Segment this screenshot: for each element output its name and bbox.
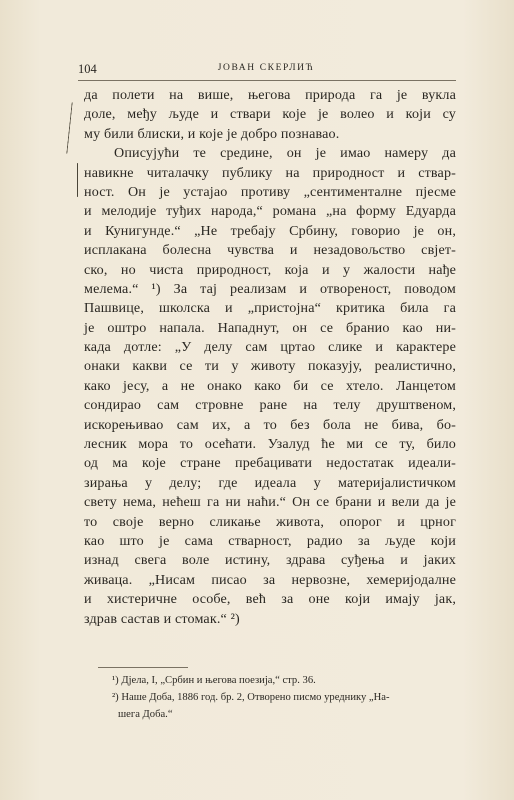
text-line: од ма које стране пребацивати недостатак идеали- — [84, 455, 456, 472]
text-line: Описујући те средине, он је имао намеру да — [114, 145, 456, 162]
text-line: као што је сама стварност, радио за људе који — [84, 532, 456, 549]
text-line: ност. Он је устајао противу „сентименталне пјесме — [84, 183, 456, 200]
body-text — [84, 86, 456, 629]
footnote-1: ¹) Дјела, I, „Србин и његова поезија,“ стр. 36. — [112, 675, 316, 686]
text-line: му били блиски, и које је добро познавао. — [84, 125, 340, 142]
text-line: је оштро напала. Нападнут, он се бранио као ни- — [84, 319, 456, 336]
margin-pencil-mark — [66, 102, 72, 154]
text-line: зирања у делу; где идеала у материјалистичком — [84, 474, 456, 491]
header-rule — [78, 80, 456, 81]
text-line: и мелодије туђих народа,“ романа „на форму Едуарда — [84, 203, 456, 220]
page-header — [78, 62, 454, 78]
text-line: када дотле: „У делу сам цртао слике и карактере — [84, 339, 456, 356]
text-line: навикне читалачку публику на природност и ствар- — [84, 164, 456, 181]
footnotes — [112, 672, 457, 723]
text-line: и хистеричне особе, већ за оне који имају јак, — [84, 591, 456, 608]
text-line: Пашвице, школска и „пристојна“ критика била га — [84, 300, 456, 317]
footnote-rule — [98, 667, 188, 668]
text-line: мелема.“ ¹) За тај реализам и отвореност, поводом — [84, 280, 456, 297]
footnote-2-continuation: шега Доба.“ — [118, 709, 173, 720]
text-line: лесник мора то осећати. Узалуд ће ми се ту, било — [84, 436, 456, 453]
text-line: исплакана болесна чувства и незадовољство свјет- — [84, 242, 456, 259]
page-number: 104 — [78, 62, 97, 76]
text-line: доле, међу људе и ствари које је волео и који су — [84, 106, 456, 123]
text-line: то своје верно сликање живота, опорог и црног — [84, 513, 456, 530]
text-line: како јесу, а не онако како би се хтело. Ланцетом — [84, 377, 456, 394]
text-line: ско, но чиста природност, која и у жалости нађе — [84, 261, 456, 278]
margin-pencil-mark — [77, 163, 78, 197]
footnote-2: ²) Наше Доба, 1886 год. бр. 2, Отворено писмо уреднику „На- — [112, 692, 390, 703]
text-line: сондирао сам стровне ране на телу друштвеном, — [84, 397, 456, 414]
text-line: изнад свега воле истину, здрава суђења и јаких — [84, 552, 456, 569]
text-line: онаки какви се ти у животу показују, реалистично, — [84, 358, 456, 375]
text-line: искорењивао сам их, а то без бола не бива, бо- — [84, 416, 456, 433]
text-line: живаца. „Нисам писао за нервозне, хемеријодалне — [84, 571, 456, 588]
text-line: и Кунигунде.“ „Не требају Србину, говорио је он, — [84, 222, 456, 239]
text-line: свету нема, нећеш га ни наћи.“ Он се брани и вели да је — [84, 494, 456, 511]
running-head: ЈОВАН СКЕРЛИЋ — [217, 63, 315, 73]
text-line: да полети на више, његова природа га је вукла — [84, 87, 456, 103]
text-line: здрав састав и стомак.“ ²) — [84, 610, 240, 627]
